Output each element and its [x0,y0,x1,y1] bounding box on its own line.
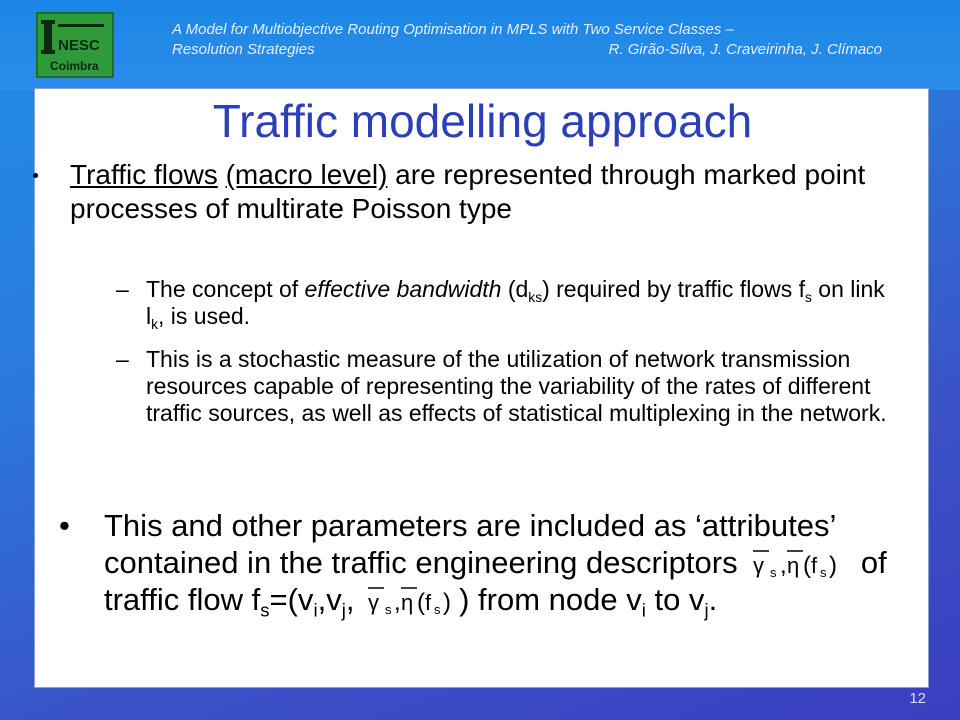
bullet2-text-1: This and other parameters are included as ‘attributes’ contained in the traffic engineering descriptors [104,508,836,580]
bullet2-sub-3: j [341,599,346,621]
bullet2-text-7: to v [645,582,705,617]
sub1-text-1: The concept of [146,276,305,302]
logo-text-coimbra: Coimbra [50,59,99,73]
f-symbol: f [425,590,432,615]
gamma-subscript: s [385,602,392,616]
formula-comma: , [780,552,787,579]
bullet2-sub-5: j [704,599,709,621]
f-symbol: f [811,553,818,578]
bullet-attributes [59,507,894,621]
bullet1-rest: are represented through marked point processes of multirate Poisson type [70,159,866,224]
gamma-symbol: γ [368,590,380,615]
sub1-text-4: on link l [146,276,885,329]
slide-title: Traffic modelling approach [212,95,753,147]
paren-close: ) [829,552,838,579]
inesc-logo [36,12,114,78]
sub-dash: – [116,276,129,302]
bullet2-sub-2: i [313,599,318,621]
bullet2-text-6: ) from node v [459,582,642,617]
paren-close: ) [443,589,452,616]
page-number: 12 [909,690,926,707]
header-line-2 [172,40,882,60]
formula-comma: , [394,589,401,616]
bullet2-sub-1: s [260,599,270,621]
subbullet-effective-bandwidth [116,276,906,332]
sub-dash: – [116,346,129,372]
bullet2-sub-4: i [641,599,646,621]
eta-symbol: η [401,590,414,615]
eta-symbol: η [787,553,800,578]
f-subscript: s [434,602,441,616]
sub2-text: This is a stochastic measure of the utilization of network transmission resources capable of representing the variability of the rates of different traffic sources, as well as effects of statistical multiplexing in the network. [146,346,887,426]
slide-header [172,20,882,60]
sub1-subscript-2: s [805,289,812,305]
bullet-traffic-flows [70,158,870,226]
bullet2-text-2: of traffic flow f [104,545,887,617]
bullet2-text-3: =(v [269,582,314,617]
bullet-dot: • [59,508,70,543]
sub1-text-2: (d [501,276,529,302]
bullet1-underline-2: (macro level) [225,159,388,190]
sub1-italic: effective bandwidth [304,276,502,302]
bullet2-text-4: ,v [317,582,342,617]
bullet-dot [33,173,38,178]
descriptor-formula-1 [749,547,849,579]
f-subscript: s [820,565,827,579]
paren-open: ( [417,589,426,616]
inesc-logo-graphic [38,14,112,76]
gamma-subscript: s [770,565,777,579]
header-line-1: A Model for Multiobjective Routing Optimisation in MPLS with Two Service Classes – [172,21,734,38]
descriptor-formula-2 [366,584,456,616]
gamma-symbol: γ [753,553,765,578]
logo-text-nesc: NESC [58,37,100,54]
bullet2-text-5: , [345,582,364,617]
header-authors: R. Girão-Silva, J. Craveirinha, J. Clímaco [608,41,882,58]
header-subtitle: Resolution Strategies [172,41,315,58]
bullet2-text-8: . [708,582,718,617]
sub1-subscript-1: ks [528,289,543,305]
sub1-text-3: ) required by traffic flows f [542,276,805,302]
sub1-subscript-3: k [151,316,159,332]
sub1-text-5: , is used. [158,303,251,329]
bullet1-underline-1: Traffic flows [70,159,218,190]
paren-open: ( [803,552,812,579]
subbullet-stochastic-measure [116,346,906,427]
